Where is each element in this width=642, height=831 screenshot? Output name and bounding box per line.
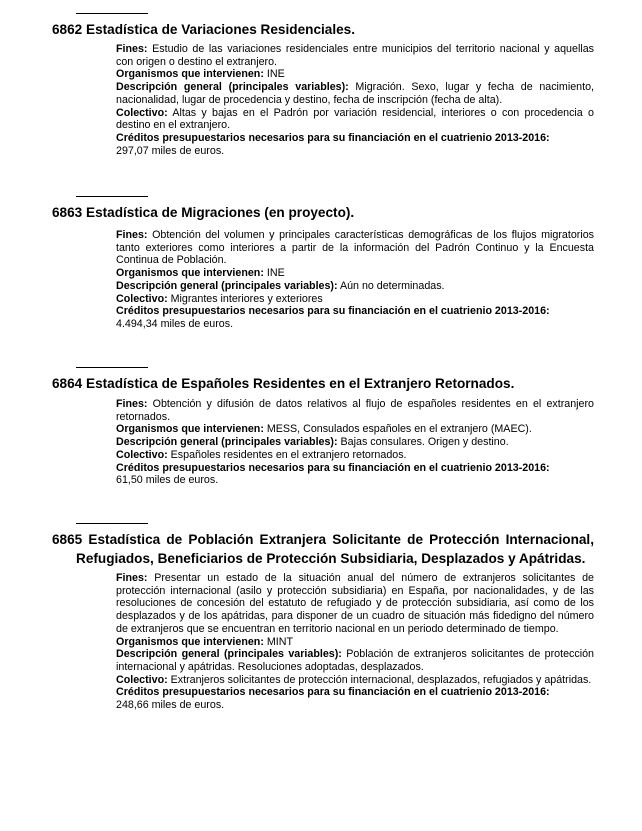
- separator-rule: [76, 13, 148, 14]
- organismos-text: MESS, Consulados españoles en el extranjero (MAEC).: [266, 423, 532, 436]
- organismos-text: INE: [266, 68, 285, 81]
- fines-text: Obtención y difusión de datos relativos al flujo de españoles residentes en el extranjero retornados.: [116, 398, 594, 423]
- organismos-label: Organismos que intervienen:: [116, 423, 264, 436]
- descripcion-text: Población de extranjeros solicitantes de protección internacional y apátridas. Resoluciones adoptadas, desplazados.: [116, 648, 594, 673]
- creditos-label: Créditos presupuestarios necesarios para su financiación en el cuatrienio 2013-2016:: [116, 131, 550, 144]
- organismos-label: Organismos que intervienen:: [116, 267, 264, 280]
- descripcion-label: Descripción general (principales variables):: [116, 81, 349, 94]
- organismos-text: INE: [266, 267, 285, 280]
- colectivo-label: Colectivo:: [116, 106, 168, 119]
- descripcion-text: Bajas consulares. Origen y destino.: [340, 436, 509, 449]
- entry-body: [116, 398, 594, 487]
- entry-title: 6862 Estadística de Variaciones Residenciales.: [52, 22, 356, 37]
- entry-body: [116, 572, 594, 712]
- fines-text: Obtención del volumen y principales características demográficas de los flujos migratorios tanto exteriores como interiores a partir de la información del Padrón Continuo y la Encuesta Continua de Población.: [116, 229, 594, 267]
- fines-text: Estudio de las variaciones residenciales entre municipios del territorio nacional y aquellas con origen o destino el extranjero.: [116, 43, 594, 68]
- colectivo-text: Extranjeros solicitantes de protección internacional, desplazados, refugiados y apátridas.: [170, 673, 592, 686]
- separator-rule: [76, 196, 148, 197]
- descripcion-text: Aún no determinadas.: [339, 279, 445, 292]
- entry-title: 6863 Estadística de Migraciones (en proyecto).: [52, 205, 355, 220]
- creditos-label: Créditos presupuestarios necesarios para su financiación en el cuatrienio 2013-2016:: [116, 461, 550, 474]
- colectivo-label: Colectivo:: [116, 448, 168, 461]
- colectivo-text: Migrantes interiores y exteriores: [170, 292, 323, 305]
- organismos-text: MINT: [266, 635, 293, 648]
- descripcion-text: Migración. Sexo, lugar y fecha de nacimiento, nacionalidad, lugar de procedencia y destino, fecha de inscripción (fecha de alta).: [116, 81, 594, 106]
- entry-body: [116, 229, 594, 331]
- descripcion-label: Descripción general (principales variables):: [116, 279, 338, 292]
- colectivo-label: Colectivo:: [116, 292, 168, 305]
- creditos-label: Créditos presupuestarios necesarios para su financiación en el cuatrienio 2013-2016:: [116, 305, 550, 318]
- entry-body: [116, 43, 594, 157]
- fines-label: Fines:: [116, 229, 148, 241]
- fines-label: Fines:: [116, 572, 148, 584]
- creditos-text: 297,07 miles de euros.: [116, 144, 225, 157]
- creditos-text: 248,66 miles de euros.: [116, 699, 225, 712]
- entry-title: 6864 Estadística de Españoles Residentes en el Extranjero Retornados.: [52, 376, 515, 391]
- fines-label: Fines:: [116, 398, 148, 410]
- entry-title: 6865 Estadística de Población Extranjera Solicitante de Protección Internacional, Refugiados, Beneficiarios de Protección Subsidiaria, Desplazados y Apátridas.: [52, 532, 594, 566]
- creditos-text: 4.494,34 miles de euros.: [116, 317, 234, 330]
- colectivo-label: Colectivo:: [116, 673, 168, 686]
- creditos-label: Créditos presupuestarios necesarios para su financiación en el cuatrienio 2013-2016:: [116, 686, 550, 699]
- separator-rule: [76, 367, 148, 368]
- separator-rule: [76, 523, 148, 524]
- descripcion-label: Descripción general (principales variables):: [116, 648, 342, 661]
- fines-label: Fines:: [116, 43, 148, 55]
- creditos-text: 61,50 miles de euros.: [116, 474, 219, 487]
- organismos-label: Organismos que intervienen:: [116, 635, 264, 648]
- colectivo-text: Españoles residentes en el extranjero retornados.: [170, 448, 407, 461]
- descripcion-label: Descripción general (principales variables):: [116, 436, 338, 449]
- fines-text: Presentar un estado de la situación anual del número de extranjeros solicitantes de protección internacional (asilo y protección subsidiaria) en España, por nacionalidades, y de las resoluciones de concesión del estatuto de refugiado y de protección subsidiaria, así como de los desplazados y de los apátridas, para disponer de un cuadro de situación más fidedigno del número de extranjeros que se encuentran en territorio nacional en un periodo determinado de tiempo.: [116, 572, 594, 635]
- colectivo-text: Altas y bajas en el Padrón por variación residencial, interiores o con procedencia o destino en el extranjero.: [116, 106, 594, 132]
- organismos-label: Organismos que intervienen:: [116, 68, 264, 81]
